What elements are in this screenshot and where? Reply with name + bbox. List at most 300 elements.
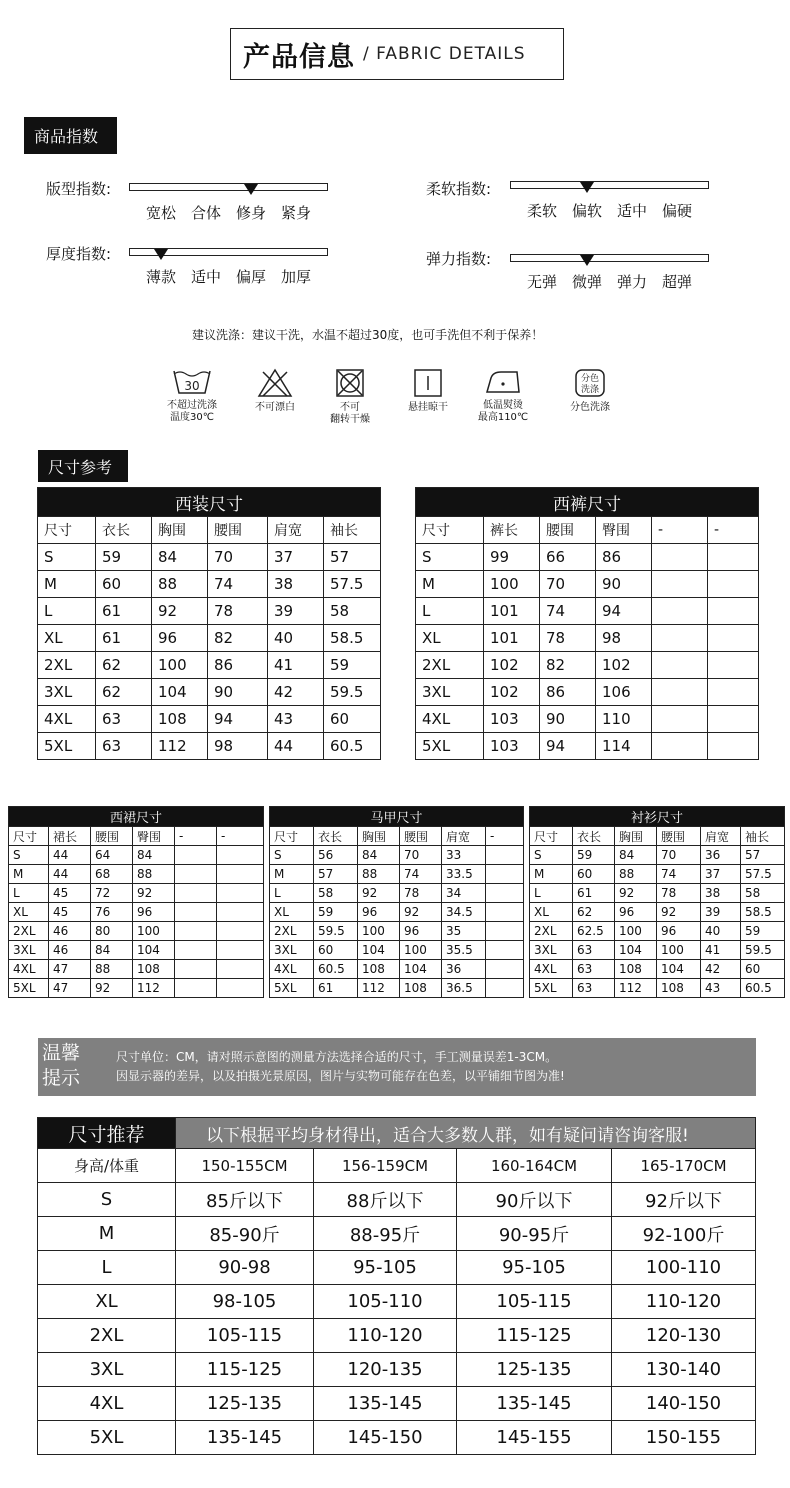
table-header-cell: 臀围 (133, 827, 175, 846)
index-option: 紧身 (281, 204, 312, 222)
svg-text:洗涤: 洗涤 (580, 385, 600, 395)
table-cell (708, 679, 759, 706)
table-header-cell: 尺寸 (270, 827, 314, 846)
index-option: 偏硬 (662, 202, 693, 220)
table-cell: M (270, 865, 314, 884)
table-cell: 94 (208, 706, 268, 733)
tip-text: 尺寸单位：CM，请对照示意图的测量方法选择合适的尺寸，手工测量误差1-3CM。 因显示器的差异，以及拍摄光景原因，图片与实物可能存在色差，以平铺细节图为准! (116, 1050, 565, 1083)
table-cell: 57.5 (324, 571, 381, 598)
table-row (416, 571, 759, 598)
table-cell: 82 (540, 652, 596, 679)
shirt-size-table (529, 806, 785, 998)
table-cell: L (530, 884, 573, 903)
recommend-cell: 92斤以下 (612, 1183, 756, 1217)
table-cell (652, 625, 708, 652)
recommend-cell: 85-90斤 (176, 1217, 314, 1251)
recommend-cell: 85斤以下 (176, 1183, 314, 1217)
table-cell: 62 (96, 652, 152, 679)
size-ref-label: 尺寸参考 (38, 450, 128, 482)
recommend-cell: 105-115 (176, 1319, 314, 1353)
table-cell (708, 706, 759, 733)
vest-size-table (269, 806, 524, 998)
table-cell (652, 706, 708, 733)
table-cell: 5XL (270, 979, 314, 998)
recommend-row (38, 1387, 756, 1421)
table-cell: 40 (268, 625, 324, 652)
table-row (9, 903, 264, 922)
index-marker-icon (244, 184, 258, 195)
table-cell: 36.5 (442, 979, 486, 998)
table-title: 西裙尺寸 (9, 807, 264, 827)
index-option: 宽松 (146, 204, 177, 222)
recommend-row (38, 1285, 756, 1319)
table-cell: 61 (314, 979, 358, 998)
table-cell: 100 (133, 922, 175, 941)
table-cell: M (38, 571, 96, 598)
table-cell (175, 865, 217, 884)
table-cell: 72 (91, 884, 133, 903)
recommend-header-cell: 165-170CM (612, 1149, 756, 1183)
table-cell: 2XL (9, 922, 49, 941)
table-cell (486, 865, 524, 884)
table-cell (708, 625, 759, 652)
table-cell: L (416, 598, 484, 625)
wash-icon-label: 温度30℃ (170, 412, 214, 423)
table-cell: 92 (133, 884, 175, 903)
table-header-cell: 尺寸 (9, 827, 49, 846)
table-cell: 43 (268, 706, 324, 733)
table-row (530, 941, 785, 960)
table-row (9, 884, 264, 903)
page-title: 产品信息 (243, 41, 355, 73)
recommend-header-cell: 150-155CM (176, 1149, 314, 1183)
table-cell: 60 (314, 941, 358, 960)
table-row (9, 846, 264, 865)
index-option: 适中 (617, 202, 648, 220)
table-cell (175, 941, 217, 960)
table-cell: 38 (268, 571, 324, 598)
table-cell: 70 (400, 846, 442, 865)
table-cell: 42 (268, 679, 324, 706)
table-cell: 35.5 (442, 941, 486, 960)
table-cell: 96 (152, 625, 208, 652)
table-header-cell: - (652, 517, 708, 544)
table-row (530, 884, 785, 903)
table-cell: 62 (573, 903, 615, 922)
recommend-cell: S (38, 1183, 176, 1217)
recommend-title: 尺寸推荐 (38, 1118, 176, 1149)
table-cell: XL (270, 903, 314, 922)
table-cell: XL (38, 625, 96, 652)
table-cell: 94 (596, 598, 652, 625)
table-cell (708, 571, 759, 598)
table-cell (708, 652, 759, 679)
recommend-cell: M (38, 1217, 176, 1251)
table-cell: 47 (49, 979, 91, 998)
table-header-cell: 腰围 (657, 827, 701, 846)
table-header-cell: 肩宽 (701, 827, 741, 846)
table-cell: 58 (314, 884, 358, 903)
table-cell: 100 (358, 922, 400, 941)
table-cell: 86 (540, 679, 596, 706)
recommend-cell: 90斤以下 (457, 1183, 612, 1217)
table-cell (217, 865, 264, 884)
table-cell: 96 (358, 903, 400, 922)
table-cell (486, 941, 524, 960)
table-cell: 4XL (416, 706, 484, 733)
no-tumble-dry-icon (320, 368, 380, 426)
index-option: 偏厚 (236, 268, 267, 286)
recommend-cell: 135-145 (176, 1421, 314, 1455)
table-cell: 59 (741, 922, 785, 941)
table-cell: 60.5 (324, 733, 381, 760)
table-cell: 63 (573, 979, 615, 998)
table-cell: XL (416, 625, 484, 652)
table-row (270, 865, 524, 884)
table-row (530, 922, 785, 941)
table-header-cell: 臀围 (596, 517, 652, 544)
table-cell: 4XL (9, 960, 49, 979)
table-cell: 104 (152, 679, 208, 706)
table-cell: 90 (596, 571, 652, 598)
table-cell: S (270, 846, 314, 865)
table-row (416, 598, 759, 625)
table-header-cell: 衣长 (96, 517, 152, 544)
table-cell (652, 679, 708, 706)
table-row (38, 733, 381, 760)
table-cell: 104 (358, 941, 400, 960)
table-header-row (416, 517, 759, 544)
table-cell: 78 (208, 598, 268, 625)
table-title: 衬衫尺寸 (530, 807, 785, 827)
table-cell: 88 (133, 865, 175, 884)
table-header-row (9, 827, 264, 846)
recommend-cell: XL (38, 1285, 176, 1319)
recommend-cell: 115-125 (176, 1353, 314, 1387)
recommend-row (38, 1319, 756, 1353)
table-cell: 60.5 (741, 979, 785, 998)
index-marker-icon (580, 182, 594, 193)
table-cell (175, 960, 217, 979)
table-row (270, 960, 524, 979)
table-row (270, 979, 524, 998)
index-option: 柔软 (527, 202, 558, 220)
table-cell (217, 960, 264, 979)
table-row (9, 941, 264, 960)
table-cell: 3XL (38, 679, 96, 706)
table-cell: 92 (91, 979, 133, 998)
table-cell: 57 (314, 865, 358, 884)
table-cell: M (9, 865, 49, 884)
hang-dry-icon (398, 368, 458, 414)
table-header-cell: 衣长 (573, 827, 615, 846)
table-cell: 96 (657, 922, 701, 941)
table-cell: 92 (400, 903, 442, 922)
table-cell: 60 (324, 706, 381, 733)
index-option: 超弹 (662, 273, 693, 291)
table-cell (652, 652, 708, 679)
table-row (416, 625, 759, 652)
table-header-cell: 尺寸 (416, 517, 484, 544)
table-cell: S (530, 846, 573, 865)
table-title: 西装尺寸 (38, 488, 381, 517)
table-cell: L (270, 884, 314, 903)
index-bar (129, 183, 328, 191)
table-cell: 100 (400, 941, 442, 960)
recommend-cell: 4XL (38, 1387, 176, 1421)
table-cell: 35 (442, 922, 486, 941)
table-cell (175, 922, 217, 941)
table-cell: 96 (133, 903, 175, 922)
recommend-cell: 95-105 (457, 1251, 612, 1285)
table-cell: 34.5 (442, 903, 486, 922)
index-label: 柔软指数: (426, 180, 492, 198)
table-row (416, 652, 759, 679)
table-row (38, 625, 381, 652)
recommend-cell: 95-105 (314, 1251, 457, 1285)
table-header-cell: 衣长 (314, 827, 358, 846)
table-cell: L (38, 598, 96, 625)
table-title: 马甲尺寸 (270, 807, 524, 827)
index-marker-icon (580, 255, 594, 266)
recommend-cell: 105-110 (314, 1285, 457, 1319)
index-option: 无弹 (527, 273, 558, 291)
table-row (38, 571, 381, 598)
table-cell: 62.5 (573, 922, 615, 941)
table-cell: 57 (324, 544, 381, 571)
recommend-cell: 135-145 (457, 1387, 612, 1421)
table-cell: 42 (701, 960, 741, 979)
table-cell (486, 979, 524, 998)
table-row (38, 598, 381, 625)
table-cell: 63 (96, 706, 152, 733)
recommend-cell: 135-145 (314, 1387, 457, 1421)
wash-icon-label: 翻转干燥 (330, 414, 370, 425)
recommend-cell: 98-105 (176, 1285, 314, 1319)
recommend-cell: 130-140 (612, 1353, 756, 1387)
table-cell: 4XL (270, 960, 314, 979)
recommend-cell: 100-110 (612, 1251, 756, 1285)
index-options (146, 266, 326, 287)
table-row (9, 922, 264, 941)
table-cell: 104 (615, 941, 657, 960)
recommend-header-cell: 身高/体重 (38, 1149, 176, 1183)
recommend-cell: 105-115 (457, 1285, 612, 1319)
table-cell: 84 (152, 544, 208, 571)
table-cell: 37 (268, 544, 324, 571)
table-cell: 104 (657, 960, 701, 979)
table-cell (486, 960, 524, 979)
table-cell: 59 (96, 544, 152, 571)
table-header-row (38, 517, 381, 544)
table-row (9, 960, 264, 979)
tip-box (38, 1038, 756, 1096)
table-cell: 68 (91, 865, 133, 884)
recommend-row (38, 1353, 756, 1387)
table-cell: 88 (615, 865, 657, 884)
recommend-cell: 145-150 (314, 1421, 457, 1455)
table-cell: 110 (596, 706, 652, 733)
table-cell (217, 922, 264, 941)
table-cell: 112 (615, 979, 657, 998)
table-cell: 40 (701, 922, 741, 941)
table-row (416, 679, 759, 706)
recommend-cell: 140-150 (612, 1387, 756, 1421)
table-cell: 62 (96, 679, 152, 706)
table-cell (486, 846, 524, 865)
table-row (416, 544, 759, 571)
svg-text:30: 30 (184, 379, 200, 393)
table-row (270, 941, 524, 960)
wash-advice: 建议洗涤：建议干洗，水温不超过30度，也可手洗但不利于保养！ (192, 328, 544, 342)
table-cell: 108 (152, 706, 208, 733)
recommend-row (38, 1251, 756, 1285)
table-cell: 56 (314, 846, 358, 865)
table-header-cell: 裙长 (49, 827, 91, 846)
table-cell: 46 (49, 941, 91, 960)
size-recommend-table (37, 1117, 756, 1455)
table-cell: 103 (484, 733, 540, 760)
table-cell (217, 941, 264, 960)
table-cell: 64 (91, 846, 133, 865)
table-cell: 84 (133, 846, 175, 865)
table-cell: 57.5 (741, 865, 785, 884)
table-cell: 100 (484, 571, 540, 598)
table-cell: 59 (314, 903, 358, 922)
table-cell (652, 598, 708, 625)
table-cell: 37 (701, 865, 741, 884)
table-cell: XL (9, 903, 49, 922)
table-header-cell: 肩宽 (442, 827, 486, 846)
recommend-cell: 110-120 (612, 1285, 756, 1319)
table-cell: 74 (400, 865, 442, 884)
table-cell: 86 (596, 544, 652, 571)
table-cell: 63 (573, 960, 615, 979)
table-cell: 70 (657, 846, 701, 865)
index-label: 厚度指数: (46, 245, 112, 263)
table-cell: 100 (152, 652, 208, 679)
table-cell: S (416, 544, 484, 571)
table-cell: 112 (358, 979, 400, 998)
table-cell: 59.5 (324, 679, 381, 706)
table-cell: 59 (324, 652, 381, 679)
table-cell: 88 (152, 571, 208, 598)
table-cell: 104 (400, 960, 442, 979)
recommend-cell: 145-155 (457, 1421, 612, 1455)
table-cell: 74 (540, 598, 596, 625)
wash-icon-label: 分色洗涤 (570, 402, 610, 413)
wash-icon-label: 悬挂晾干 (408, 402, 448, 413)
table-cell: 38 (701, 884, 741, 903)
table-cell: 102 (484, 679, 540, 706)
table-title: 西裤尺寸 (416, 488, 759, 517)
table-cell: 3XL (9, 941, 49, 960)
table-header-cell: 尺寸 (530, 827, 573, 846)
table-cell: 43 (701, 979, 741, 998)
table-cell: 104 (133, 941, 175, 960)
table-cell: 96 (615, 903, 657, 922)
table-cell: 80 (91, 922, 133, 941)
pants-size-table (415, 487, 759, 760)
product-index-label: 商品指数 (24, 117, 117, 154)
index-option: 薄款 (146, 268, 177, 286)
tip-label: 温馨 提示 (42, 1042, 81, 1089)
recommend-cell: 120-130 (612, 1319, 756, 1353)
index-option: 加厚 (281, 268, 312, 286)
table-row (38, 679, 381, 706)
table-cell: 78 (540, 625, 596, 652)
table-cell: 101 (484, 625, 540, 652)
wash-icon-label: 不可 (340, 402, 360, 413)
table-cell: 2XL (270, 922, 314, 941)
table-row (38, 706, 381, 733)
table-cell: 39 (701, 903, 741, 922)
table-cell: 61 (96, 598, 152, 625)
table-cell: 59 (573, 846, 615, 865)
table-cell: 44 (49, 865, 91, 884)
table-cell (175, 979, 217, 998)
table-cell: 108 (358, 960, 400, 979)
table-cell: M (530, 865, 573, 884)
table-row (530, 960, 785, 979)
table-cell: 5XL (38, 733, 96, 760)
table-cell: S (9, 846, 49, 865)
recommend-cell: L (38, 1251, 176, 1285)
table-cell: 99 (484, 544, 540, 571)
table-cell (175, 846, 217, 865)
table-row (38, 652, 381, 679)
table-cell: 59.5 (741, 941, 785, 960)
separate-wash-icon (560, 368, 620, 414)
table-cell: 44 (49, 846, 91, 865)
table-cell: 60 (741, 960, 785, 979)
table-cell: 92 (358, 884, 400, 903)
recommend-header-cell: 156-159CM (314, 1149, 457, 1183)
table-cell (652, 733, 708, 760)
suit-size-table (37, 487, 381, 760)
table-cell: 84 (615, 846, 657, 865)
table-cell: 112 (133, 979, 175, 998)
table-row (416, 706, 759, 733)
table-cell: 114 (596, 733, 652, 760)
recommend-cell: 125-135 (176, 1387, 314, 1421)
table-row (9, 865, 264, 884)
index-bar (510, 254, 709, 262)
table-header-cell: 袖长 (741, 827, 785, 846)
table-cell: 94 (540, 733, 596, 760)
table-header-cell: 腰围 (540, 517, 596, 544)
table-cell: 60 (573, 865, 615, 884)
table-header-cell: 胸围 (152, 517, 208, 544)
table-cell: XL (530, 903, 573, 922)
table-cell (217, 884, 264, 903)
index-label: 版型指数: (46, 180, 112, 198)
table-cell: 108 (400, 979, 442, 998)
table-cell: 92 (615, 884, 657, 903)
table-cell: 36 (442, 960, 486, 979)
table-header-row (270, 827, 524, 846)
table-cell: 84 (358, 846, 400, 865)
table-cell: 45 (49, 884, 91, 903)
table-cell: 3XL (530, 941, 573, 960)
recommend-cell: 2XL (38, 1319, 176, 1353)
table-cell: S (38, 544, 96, 571)
table-header-cell: - (708, 517, 759, 544)
table-header-cell: 腰围 (91, 827, 133, 846)
table-cell: 98 (596, 625, 652, 652)
index-option: 偏软 (572, 202, 603, 220)
recommend-cell: 90-98 (176, 1251, 314, 1285)
